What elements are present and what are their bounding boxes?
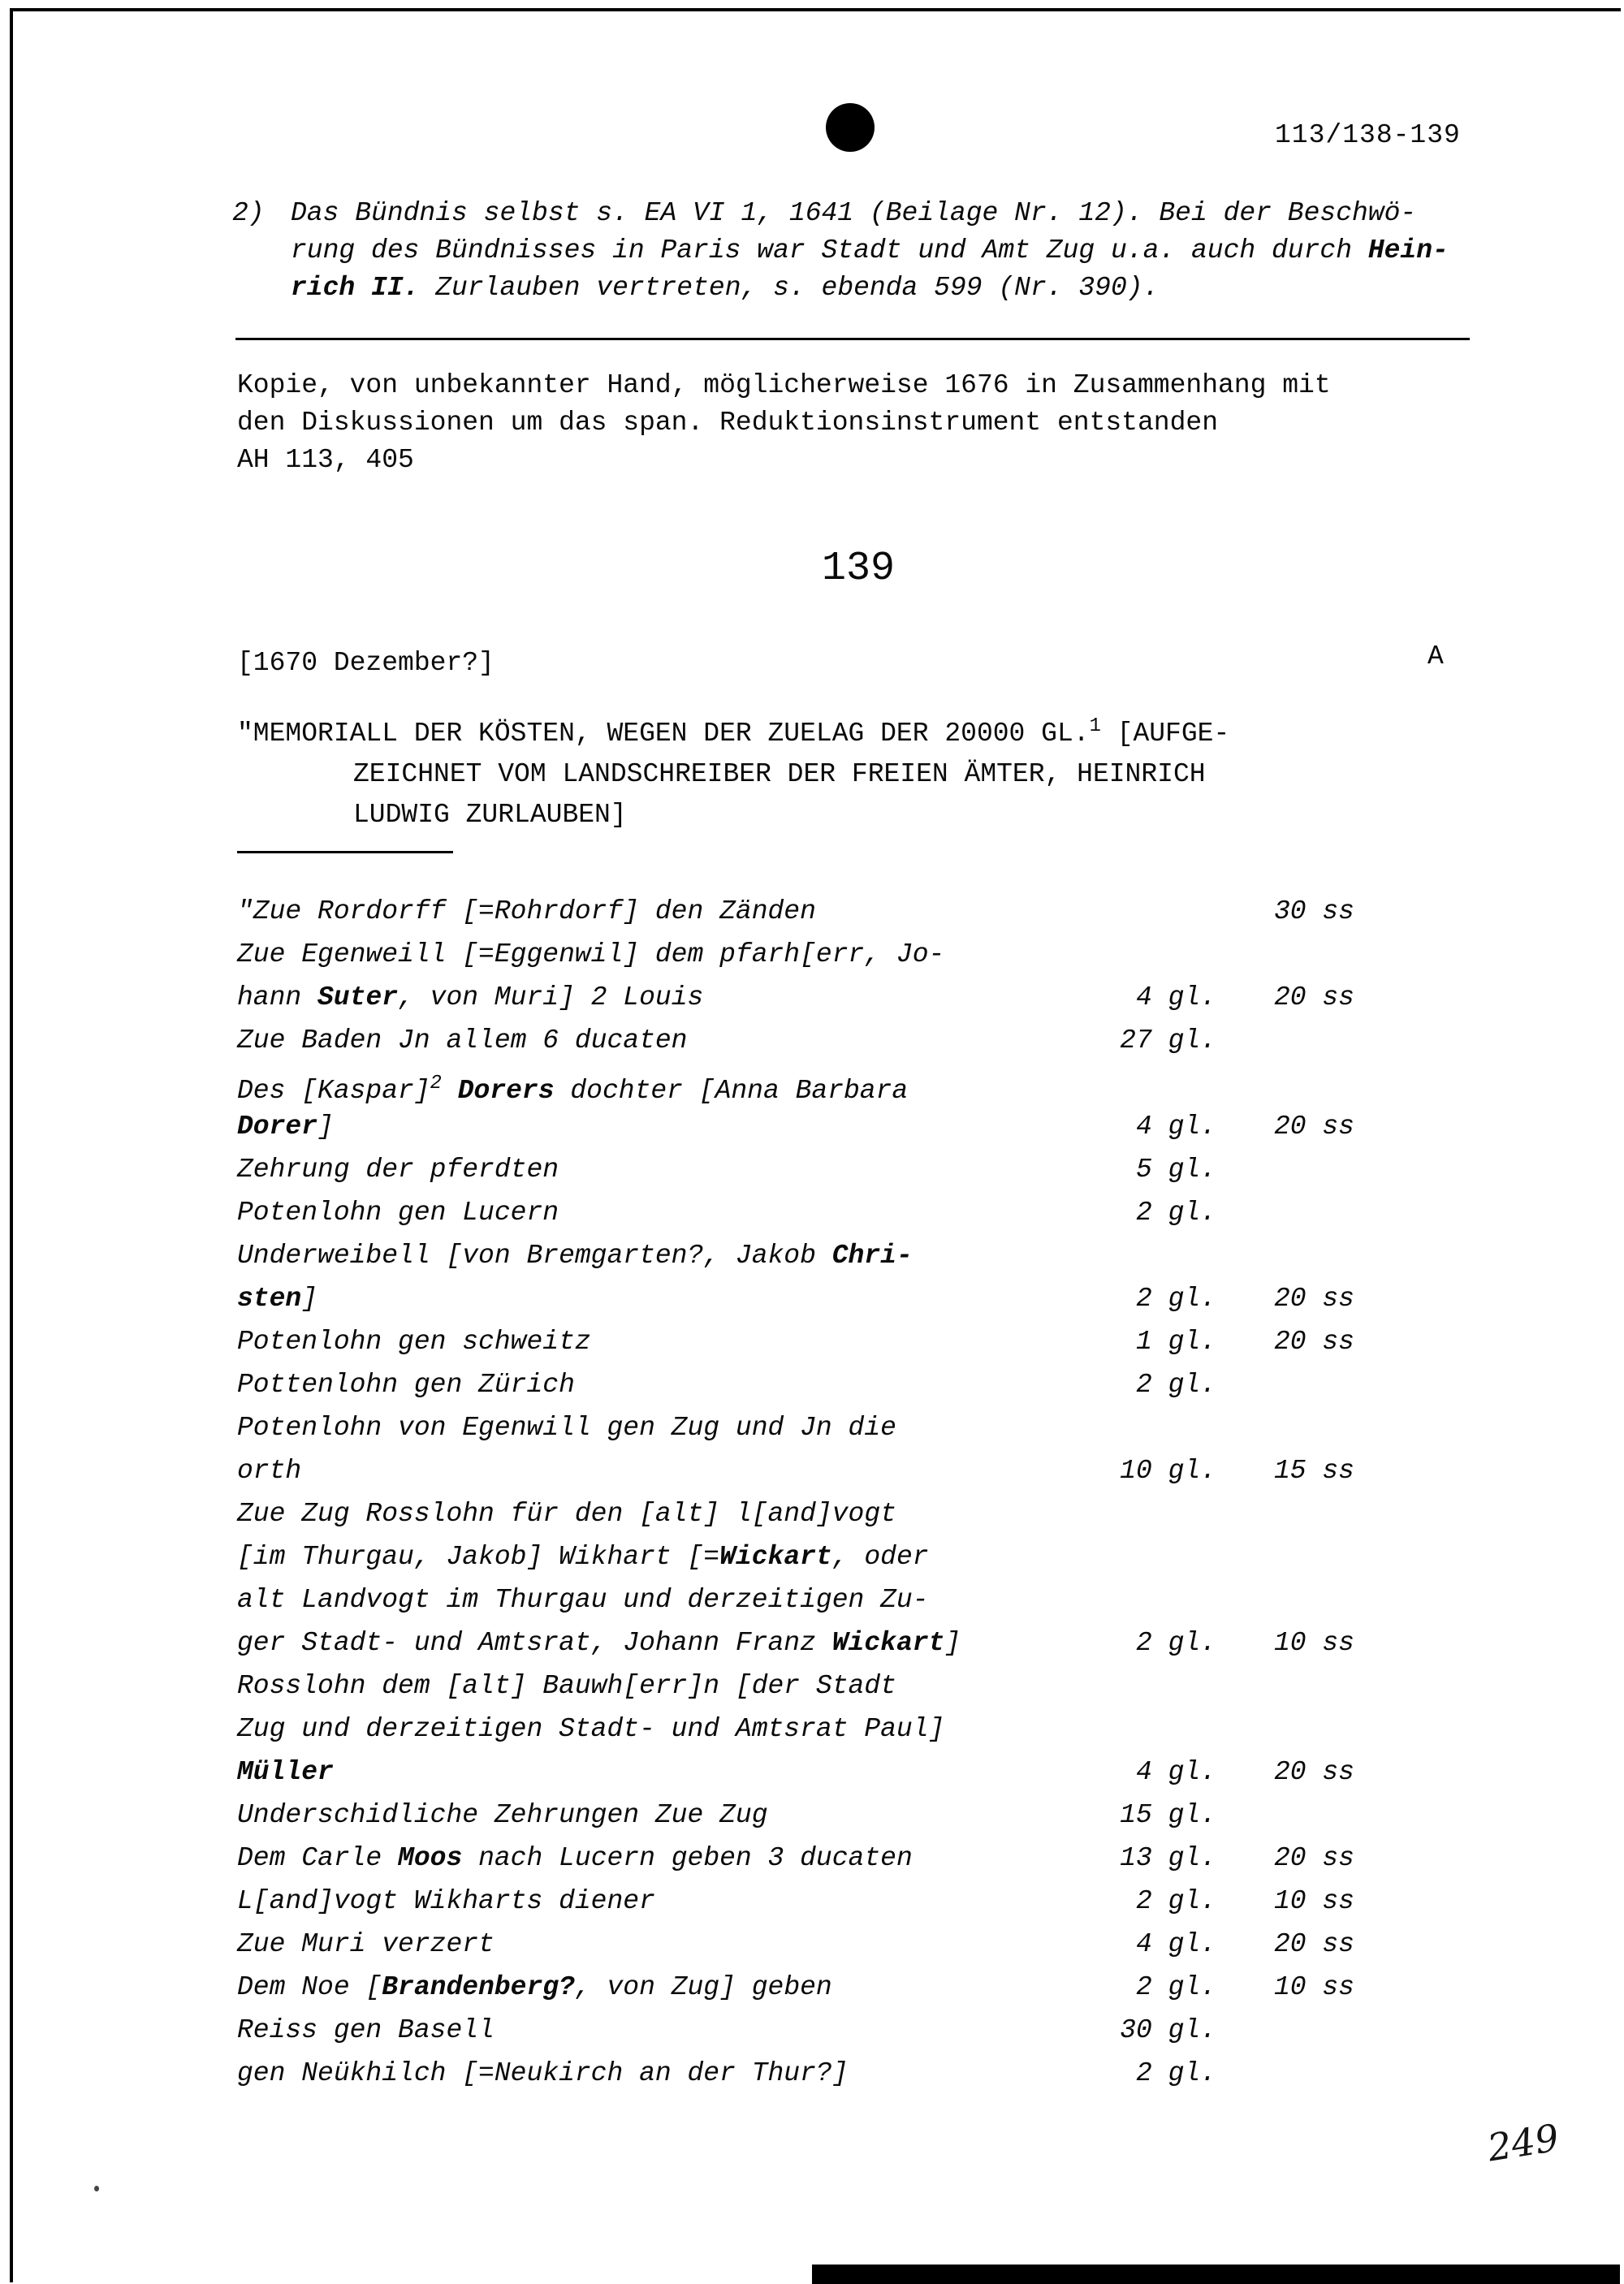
ledger-entry-text: [237, 1363, 1111, 1406]
ledger-gl-amount: 30 gl.: [1120, 2015, 1216, 2045]
ledger-ss-amount: [1216, 933, 1354, 976]
ledger-gl-amount: 4 gl.: [1135, 1757, 1216, 1787]
superscript-ref: 2: [430, 1073, 442, 1095]
title-line: [237, 706, 1229, 754]
ledger-row: [237, 1578, 1354, 1621]
text-run: alt Landvogt im Thurgau und derzeitigen Zu-: [237, 1585, 929, 1615]
ledger-row: [237, 1708, 1354, 1751]
footnote: [232, 195, 1449, 307]
ledger-ss-amount: 20 ss: [1273, 1284, 1354, 1314]
ledger-ss-amount: 30 ss: [1273, 896, 1354, 926]
text-run: Das Bündnis selbst s. EA VI 1, 1641 (Beilage Nr. 12). Bei der Beschwö-: [291, 198, 1417, 228]
footnote-line: [291, 195, 1449, 232]
ledger-ss-amount: [1216, 1062, 1354, 1105]
ledger-ss-amount: [1216, 2009, 1354, 2052]
ledger-ss-amount: 20 ss: [1273, 1327, 1354, 1357]
bold-text-run: Wickart: [831, 1628, 945, 1658]
text-run: nach Lucern geben 3 ducaten: [462, 1843, 913, 1873]
ledger-row: [237, 933, 1354, 976]
ledger-entry-text: [237, 1234, 1111, 1277]
ledger-gl-amount: [1111, 1406, 1216, 1449]
ledger-gl-amount: [1111, 1664, 1216, 1708]
ledger-entry-text: [237, 1837, 1111, 1880]
ledger-entry-text: [237, 1880, 1111, 1923]
scan-speck: [94, 2186, 99, 2191]
ledger-row: [237, 1837, 1354, 1880]
text-run: AH 113, 405: [237, 445, 414, 475]
ledger-entry-text: [237, 1406, 1111, 1449]
ledger-row: [237, 1492, 1354, 1535]
ledger-entry-text: [237, 2052, 1111, 2095]
ledger-entry-text: [237, 1578, 1111, 1621]
text-run: LUDWIG ZURLAUBEN]: [353, 800, 627, 830]
text-run: Pottenlohn gen Zürich: [237, 1370, 575, 1400]
ledger-gl-amount: [1111, 890, 1216, 933]
bold-text-run: sten: [237, 1284, 302, 1314]
ledger-entry-text: [237, 890, 1111, 933]
ledger-gl-amount: [1111, 933, 1216, 976]
text-run: Des [Kaspar]: [237, 1076, 430, 1106]
copy-note-line: [237, 367, 1331, 404]
ledger-row: [237, 1794, 1354, 1837]
title-line: [353, 754, 1229, 795]
ledger-entry-text: [237, 1664, 1111, 1708]
ledger-ss-amount: [1216, 1148, 1354, 1191]
bold-text-run: rich II.: [291, 273, 420, 303]
text-run: Reiss gen Basell: [237, 2015, 495, 2045]
ledger-gl-amount: [1111, 1708, 1216, 1751]
ledger-gl-amount: [1111, 1062, 1216, 1105]
ledger-table: [237, 890, 1354, 2095]
ledger-gl-amount: 2 gl.: [1135, 2058, 1216, 2088]
page-reference: 113/138-139: [1275, 120, 1461, 150]
ledger-entry-text: [237, 1535, 1111, 1578]
text-run: gen Neükhilch [=Neukirch an der Thur?]: [237, 2058, 849, 2088]
ledger-row: [237, 1320, 1354, 1363]
footnote-line: [291, 270, 1449, 307]
text-run: Kopie, von unbekannter Hand, möglicherweise 1676 in Zusammenhang mit: [237, 370, 1331, 400]
ledger-row: [237, 1234, 1354, 1277]
side-letter: A: [1427, 641, 1444, 671]
ledger-gl-amount: 4 gl.: [1135, 1112, 1216, 1142]
scan-bottom-bar: [812, 2265, 1620, 2284]
ledger-row: [237, 1880, 1354, 1923]
ledger-ss-amount: 20 ss: [1273, 982, 1354, 1012]
ledger-ss-amount: [1216, 1191, 1354, 1234]
ledger-ss-amount: 10 ss: [1273, 1886, 1354, 1916]
ledger-entry-text: [237, 1277, 1111, 1320]
ledger-row: [237, 976, 1354, 1019]
text-run: Zug und derzeitigen Stadt- und Amtsrat Paul]: [237, 1714, 945, 1744]
bold-text-run: Moos: [398, 1843, 463, 1873]
text-run: ]: [317, 1112, 334, 1142]
text-run: Underweibell [von Bremgarten?, Jakob: [237, 1241, 832, 1271]
ledger-row: [237, 1751, 1354, 1794]
footnote-line: [291, 232, 1449, 270]
ledger-row: [237, 2009, 1354, 2052]
ledger-gl-amount: [1111, 1234, 1216, 1277]
copy-note-line: [237, 442, 1331, 479]
ledger-ss-amount: 15 ss: [1273, 1456, 1354, 1486]
ledger-ss-amount: [1216, 1664, 1354, 1708]
ledger-ss-amount: [1216, 1234, 1354, 1277]
text-run: Zue Baden Jn allem 6 ducaten: [237, 1025, 688, 1056]
ledger-entry-text: [237, 1966, 1111, 2009]
text-run: , von Zug] geben: [574, 1972, 832, 2002]
ledger-gl-amount: 13 gl.: [1120, 1843, 1216, 1873]
copy-note: [237, 367, 1331, 479]
text-run: Dem Noe [: [237, 1972, 382, 2002]
ledger-entry-text: [237, 1923, 1111, 1966]
bold-text-run: Chri-: [831, 1241, 913, 1271]
text-run: Potenlohn gen schweitz: [237, 1327, 591, 1357]
text-run: orth: [237, 1456, 302, 1486]
ledger-gl-amount: 2 gl.: [1135, 1886, 1216, 1916]
ledger-row: [237, 1363, 1354, 1406]
ledger-row: [237, 1449, 1354, 1492]
ledger-entry-text: [237, 1105, 1111, 1148]
ledger-entry-text: [237, 1449, 1111, 1492]
ledger-entry-text: [237, 1148, 1111, 1191]
ledger-ss-amount: [1216, 1708, 1354, 1751]
document-title: [237, 706, 1229, 835]
ledger-entry-text: [237, 1191, 1111, 1234]
ledger-row: [237, 1019, 1354, 1062]
text-run: , oder: [831, 1542, 929, 1572]
ledger-gl-amount: 4 gl.: [1135, 1929, 1216, 1959]
ledger-row: [237, 1923, 1354, 1966]
ledger-gl-amount: [1111, 1535, 1216, 1578]
ledger-gl-amount: [1111, 1578, 1216, 1621]
ledger-entry-text: [237, 1751, 1111, 1794]
footnote-text: [291, 195, 1449, 307]
ledger-entry-text: [237, 1320, 1111, 1363]
text-run: , von Muri] 2 Louis: [398, 982, 704, 1012]
ledger-gl-amount: 2 gl.: [1135, 1284, 1216, 1314]
ledger-gl-amount: 4 gl.: [1135, 982, 1216, 1012]
ledger-entry-text: [237, 933, 1111, 976]
ledger-row: [237, 890, 1354, 933]
ledger-row: [237, 1621, 1354, 1664]
ledger-ss-amount: 20 ss: [1273, 1843, 1354, 1873]
text-run: Zurlauben vertreten, s. ebenda 599 (Nr. 390).: [419, 273, 1160, 303]
ledger-row: [237, 1148, 1354, 1191]
text-run: Underschidliche Zehrungen Zue Zug: [237, 1800, 768, 1830]
text-run: [442, 1076, 458, 1106]
ledger-gl-amount: 2 gl.: [1135, 1628, 1216, 1658]
ledger-row: [237, 1966, 1354, 2009]
text-run: ]: [301, 1284, 318, 1314]
ledger-row: [237, 1105, 1354, 1148]
ledger-ss-amount: 20 ss: [1273, 1112, 1354, 1142]
text-run: den Diskussionen um das span. Reduktionsinstrument entstanden: [237, 408, 1218, 438]
text-run: ZEICHNET VOM LANDSCHREIBER DER FREIEN ÄMTER, HEINRICH: [353, 759, 1206, 789]
ledger-gl-amount: 15 gl.: [1120, 1800, 1216, 1830]
handwritten-page-number: 249: [1484, 2115, 1562, 2170]
ledger-gl-amount: 27 gl.: [1120, 1025, 1216, 1056]
ledger-row: [237, 1664, 1354, 1708]
text-run: ]: [944, 1628, 961, 1658]
ledger-entry-text: [237, 1062, 1111, 1105]
ledger-entry-text: [237, 1794, 1111, 1837]
ledger-ss-amount: [1216, 1019, 1354, 1062]
document-number: 139: [821, 546, 895, 592]
text-run: ger Stadt- und Amtsrat, Johann Franz: [237, 1628, 832, 1658]
text-run: hann: [237, 982, 318, 1012]
ledger-ss-amount: 20 ss: [1273, 1757, 1354, 1787]
ledger-ss-amount: [1216, 1492, 1354, 1535]
bold-text-run: Hein-: [1367, 235, 1449, 266]
ledger-ss-amount: [1216, 2052, 1354, 2095]
bold-text-run: Dorer: [237, 1112, 318, 1142]
superscript-ref: 1: [1089, 715, 1101, 737]
text-run: Dem Carle: [237, 1843, 399, 1873]
ledger-gl-amount: 5 gl.: [1135, 1155, 1216, 1185]
ledger-entry-text: [237, 1492, 1111, 1535]
ledger-row: [237, 1406, 1354, 1449]
title-line: [353, 795, 1229, 835]
text-run: "MEMORIALL DER KÖSTEN, WEGEN DER ZUELAG DER 20000 GL.: [237, 719, 1090, 749]
text-run: Potenlohn von Egenwill gen Zug und Jn die: [237, 1413, 896, 1443]
ledger-entry-text: [237, 1019, 1111, 1062]
ledger-ss-amount: 10 ss: [1273, 1628, 1354, 1658]
bold-text-run: Suter: [317, 982, 399, 1012]
text-run: "Zue Rordorff [=Rohrdorf] den Zänden: [237, 896, 816, 926]
ledger-gl-amount: 2 gl.: [1135, 1198, 1216, 1228]
ledger-entry-text: [237, 1621, 1111, 1664]
ledger-row: [237, 1062, 1354, 1105]
ledger-gl-amount: 2 gl.: [1135, 1972, 1216, 2002]
text-run: Potenlohn gen Lucern: [237, 1198, 559, 1228]
copy-note-line: [237, 404, 1331, 442]
text-run: dochter [Anna Barbara: [554, 1076, 909, 1106]
ledger-gl-amount: [1111, 1492, 1216, 1535]
punch-hole-dot: [826, 103, 875, 152]
ledger-ss-amount: [1216, 1794, 1354, 1837]
separator-rule: [235, 338, 1470, 340]
title-rule: [237, 851, 453, 853]
bold-text-run: Müller: [237, 1757, 334, 1787]
ledger-row: [237, 1535, 1354, 1578]
text-run: Zue Zug Rosslohn für den [alt] l[and]vogt: [237, 1499, 896, 1529]
ledger-row: [237, 2052, 1354, 2095]
ledger-gl-amount: 2 gl.: [1135, 1370, 1216, 1400]
ledger-entry-text: [237, 1708, 1111, 1751]
ledger-ss-amount: [1216, 1406, 1354, 1449]
ledger-ss-amount: [1216, 1535, 1354, 1578]
ledger-gl-amount: 10 gl.: [1120, 1456, 1216, 1486]
ledger-row: [237, 1191, 1354, 1234]
bold-text-run: Dorers: [457, 1076, 555, 1106]
ledger-entry-text: [237, 2009, 1111, 2052]
text-run: Zue Muri verzert: [237, 1929, 495, 1959]
text-run: [AUFGE-: [1100, 719, 1230, 749]
ledger-gl-amount: 1 gl.: [1135, 1327, 1216, 1357]
ledger-ss-amount: [1216, 1578, 1354, 1621]
date-line: [1670 Dezember?]: [237, 648, 495, 678]
footnote-marker: 2): [232, 198, 265, 228]
text-run: Zehrung der pferdten: [237, 1155, 559, 1185]
text-run: rung des Bündnisses in Paris war Stadt und Amt Zug u.a. auch durch: [291, 235, 1368, 266]
ledger-ss-amount: 10 ss: [1273, 1972, 1354, 2002]
text-run: L[and]vogt Wikharts diener: [237, 1886, 655, 1916]
ledger-row: [237, 1277, 1354, 1320]
text-run: Zue Egenweill [=Eggenwil] dem pfarh[err, Jo-: [237, 939, 945, 969]
bold-text-run: Brandenberg?: [382, 1972, 575, 2002]
text-run: Rosslohn dem [alt] Bauwh[err]n [der Stadt: [237, 1671, 896, 1701]
bold-text-run: Wickart: [719, 1542, 832, 1572]
ledger-ss-amount: [1216, 1363, 1354, 1406]
ledger-ss-amount: 20 ss: [1273, 1929, 1354, 1959]
text-run: [im Thurgau, Jakob] Wikhart [=: [237, 1542, 720, 1572]
ledger-entry-text: [237, 976, 1111, 1019]
